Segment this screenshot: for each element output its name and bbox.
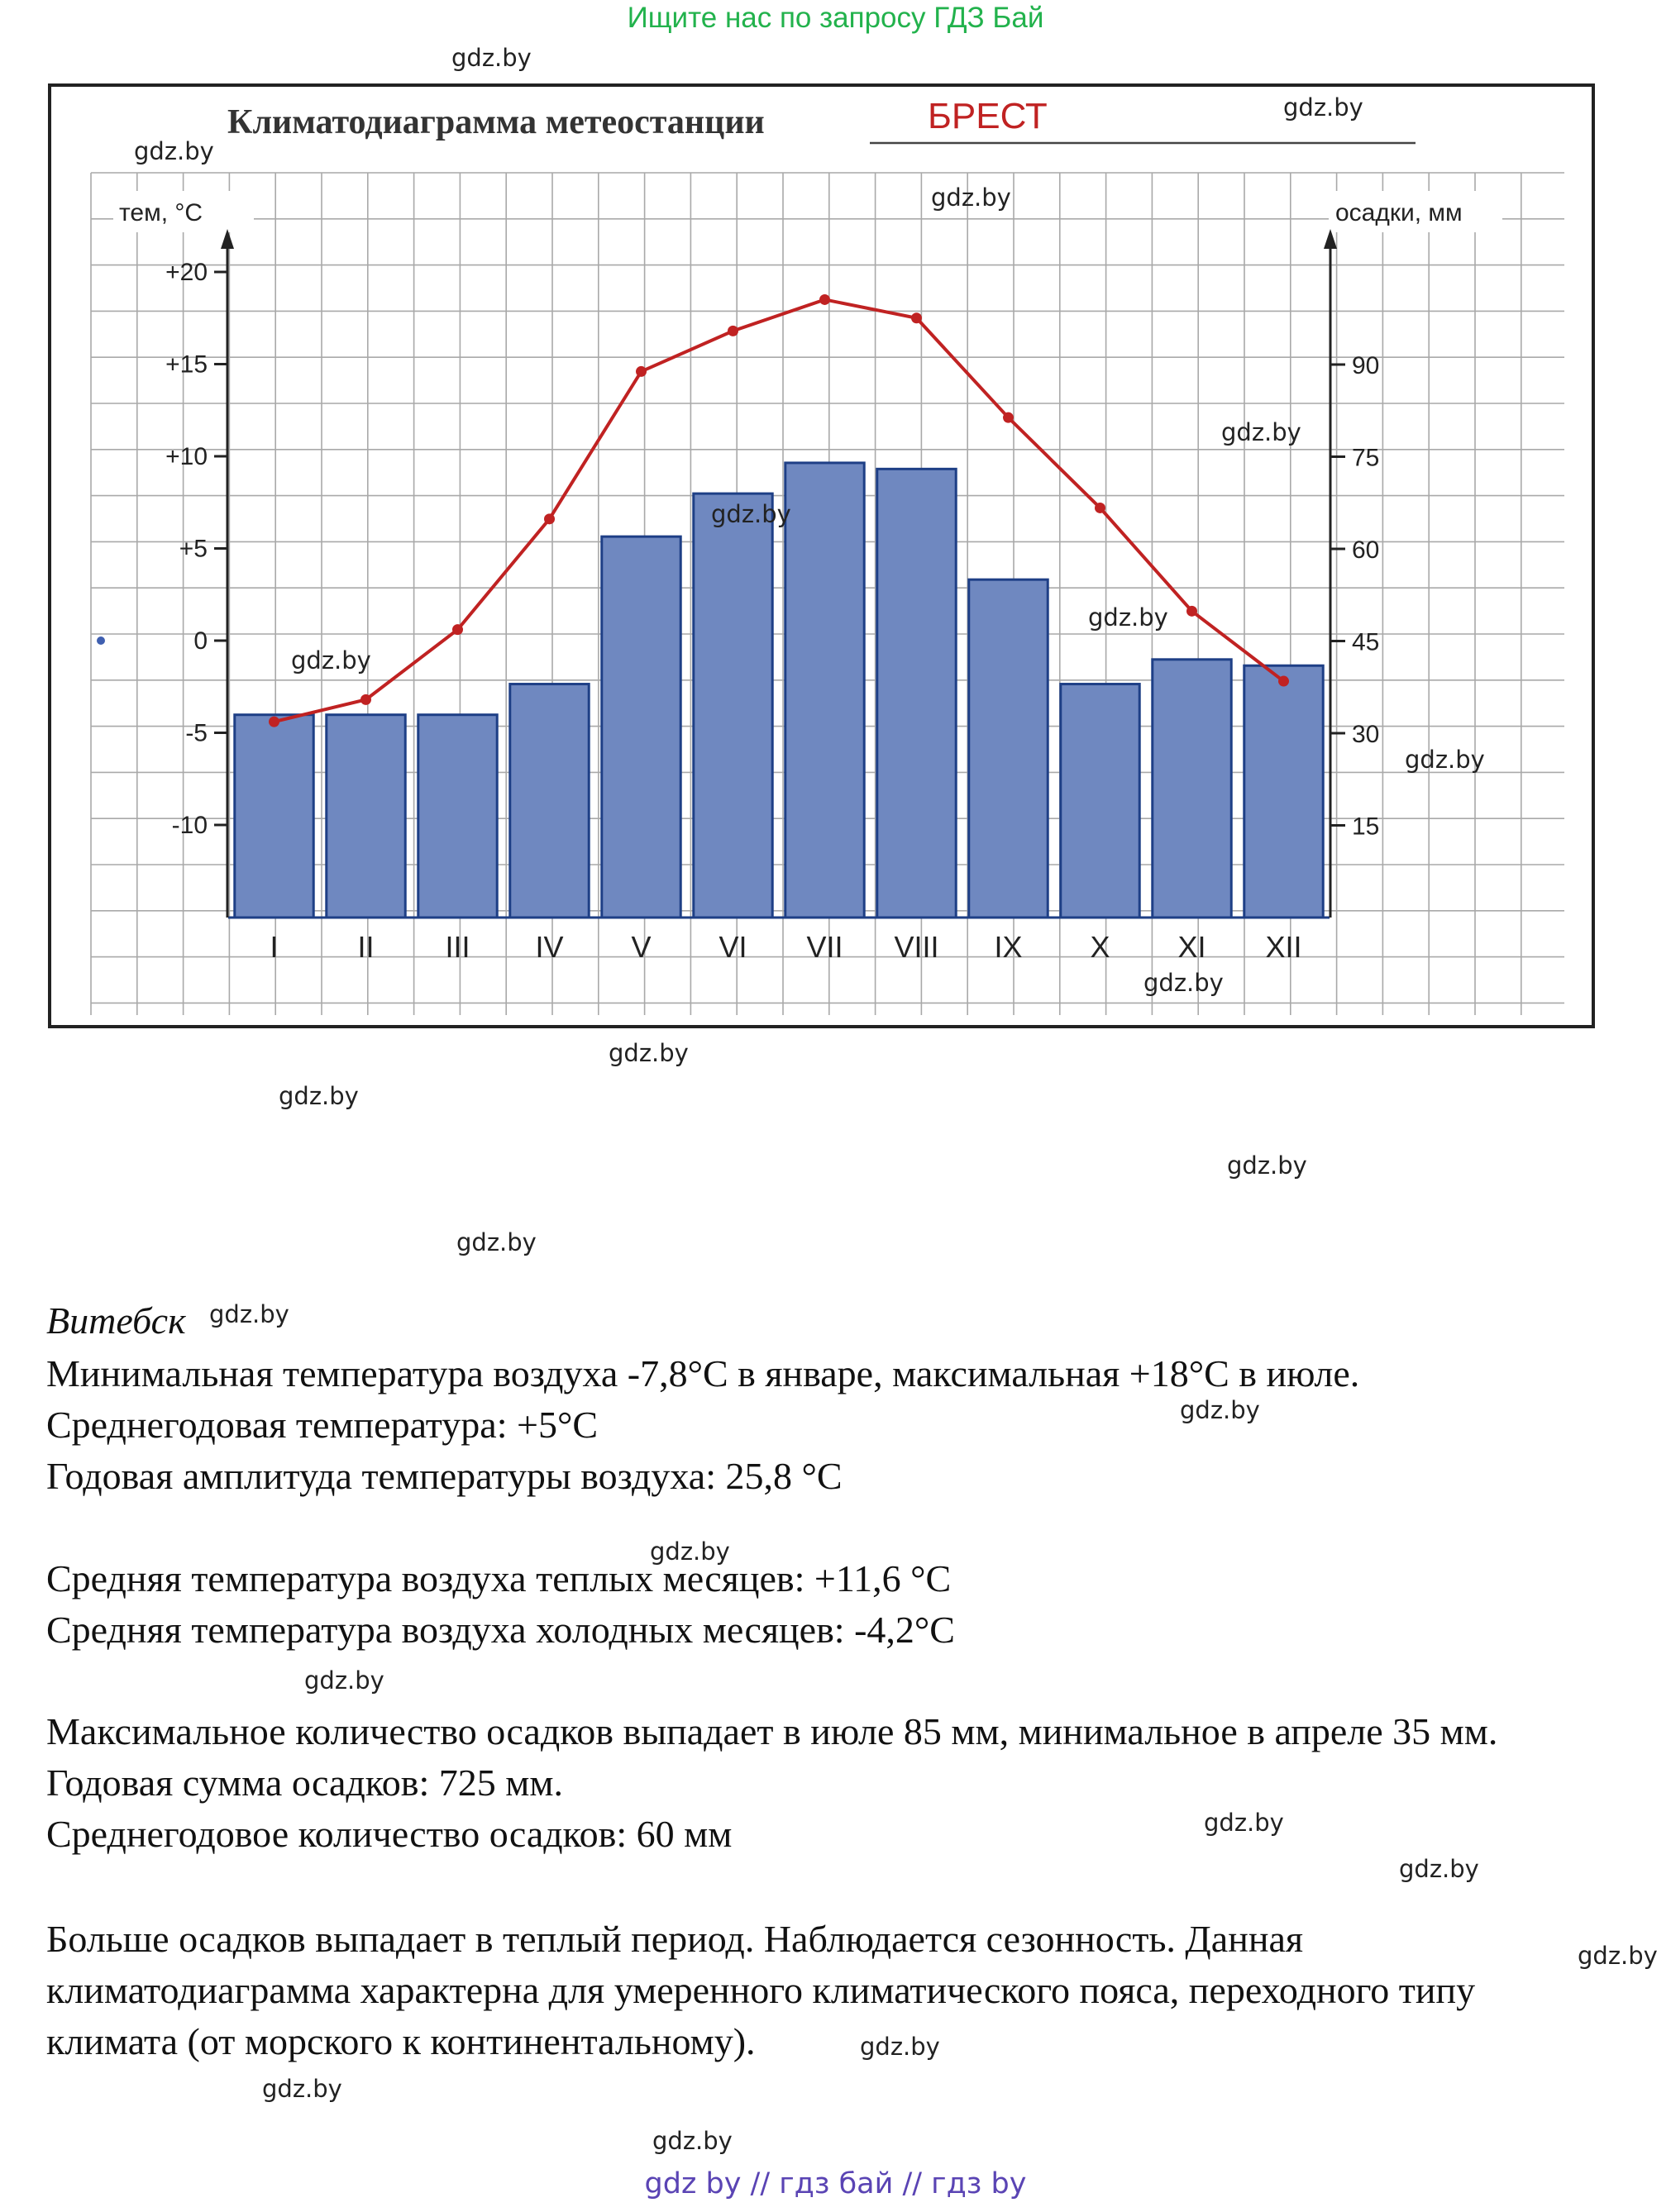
precipitation-bar xyxy=(785,463,864,918)
left-axis-tick-label: +20 xyxy=(165,259,208,286)
watermark: gdz.by xyxy=(1405,746,1485,774)
right-axis-tick-label: 45 xyxy=(1352,628,1380,656)
climate-chart-frame xyxy=(48,83,1595,1028)
month-label: X xyxy=(1090,930,1110,964)
temperature-point xyxy=(1186,606,1197,617)
temperature-point xyxy=(269,717,279,727)
watermark: gdz.by xyxy=(711,500,791,528)
temperature-point xyxy=(544,513,555,524)
answer-block-4 xyxy=(46,1914,1475,2067)
precipitation-bar xyxy=(418,715,497,918)
watermark: gdz.by xyxy=(860,2033,940,2061)
watermark: gdz.by xyxy=(451,44,532,72)
temperature-point xyxy=(452,624,463,635)
answer-line: климатодиаграмма характерна для умеренного климатического пояса, переходного типу xyxy=(46,1969,1476,2011)
month-label: XI xyxy=(1177,930,1206,964)
station-name: БРЕСТ xyxy=(928,96,1048,136)
watermark: gdz.by xyxy=(1088,603,1168,632)
watermark: gdz.by xyxy=(1399,1855,1479,1883)
left-axis-tick-label: 0 xyxy=(193,627,208,655)
right-axis-tick-label: 90 xyxy=(1352,352,1380,379)
precipitation-bar xyxy=(1244,665,1323,918)
precipitation-bar xyxy=(969,579,1048,918)
left-axis-tick-label: -10 xyxy=(171,812,208,839)
watermark: gdz.by xyxy=(456,1228,537,1256)
precipitation-bar xyxy=(510,684,589,918)
watermark: gdz.by xyxy=(262,2075,342,2103)
precipitation-bar xyxy=(602,536,680,918)
right-axis-label: осадки, мм xyxy=(1335,199,1463,226)
left-axis-tick-label: +15 xyxy=(165,350,208,379)
answer-line: Средняя температура воздуха холодных месяцев: -4,2°С xyxy=(46,1609,955,1651)
answer-line: Минимальная температура воздуха -7,8°С в январе, максимальная +18°С в июле. xyxy=(46,1352,1360,1394)
month-label: V xyxy=(631,930,652,964)
temperature-point xyxy=(819,294,830,305)
watermark: gdz.by xyxy=(609,1039,689,1067)
margin-dot xyxy=(97,636,105,645)
precipitation-bar xyxy=(694,493,772,918)
answer-line: Годовая сумма осадков: 725 мм. xyxy=(46,1761,564,1804)
temperature-point xyxy=(1278,676,1289,687)
temperature-point xyxy=(1095,503,1105,513)
answer-line: Годовая амплитуда температуры воздуха: 25,8 °С xyxy=(46,1455,843,1497)
month-label: IX xyxy=(994,930,1023,964)
right-axis-tick-label: 30 xyxy=(1352,721,1380,748)
month-label: IV xyxy=(535,930,564,964)
right-axis-tick-label: 75 xyxy=(1352,444,1380,472)
month-label: III xyxy=(445,930,470,964)
precipitation-bar xyxy=(1153,660,1231,918)
watermark: gdz.by xyxy=(134,137,214,165)
watermark: gdz.by xyxy=(1180,1396,1260,1424)
footer-links[interactable]: gdz by // гдз бай // гдз by xyxy=(644,2167,1027,2200)
answer-line: Средняя температура воздуха теплых месяцев: +11,6 °С xyxy=(46,1557,952,1599)
watermark: gdz.by xyxy=(279,1082,359,1110)
precipitation-bar xyxy=(877,469,956,918)
month-label: VII xyxy=(806,930,843,964)
watermark: gdz.by xyxy=(931,184,1011,212)
watermark: gdz.by xyxy=(1143,969,1224,997)
search-hint-link[interactable]: Ищите нас по запросу ГДЗ Бай xyxy=(627,2,1044,34)
left-axis-tick-label: +5 xyxy=(179,535,208,563)
answer-block-3 xyxy=(46,1706,1497,1860)
watermark: gdz.by xyxy=(652,2127,733,2155)
precipitation-bar xyxy=(235,715,313,918)
answer-line: Среднегодовая температура: +5°С xyxy=(46,1404,599,1446)
left-axis-label: тем, °С xyxy=(119,199,203,226)
left-axis-tick-label: -5 xyxy=(185,719,208,747)
watermark: gdz.by xyxy=(304,1666,384,1695)
answer-line: климата (от морского к континентальному). xyxy=(46,2020,756,2062)
precipitation-bar xyxy=(1061,684,1139,918)
answer-line: Среднегодовое количество осадков: 60 мм xyxy=(46,1813,733,1855)
watermark: gdz.by xyxy=(1227,1151,1307,1180)
month-label: II xyxy=(357,930,375,964)
city-name: Витебск xyxy=(46,1299,186,1342)
climate-chart xyxy=(51,87,1592,1025)
watermark: gdz.by xyxy=(1221,418,1301,446)
watermark: gdz.by xyxy=(291,646,371,675)
chart-title: Климатодиаграмма метеостанции xyxy=(227,103,765,141)
watermark: gdz.by xyxy=(1283,93,1363,122)
answer-line: Больше осадков выпадает в теплый период. Наблюдается сезонность. Данная xyxy=(46,1918,1304,1960)
answer-block-1 xyxy=(46,1348,1359,1502)
right-axis-tick-label: 60 xyxy=(1352,536,1380,564)
temperature-point xyxy=(636,366,647,377)
watermark: gdz.by xyxy=(209,1300,289,1328)
right-axis-tick-label: 15 xyxy=(1352,813,1380,841)
watermark: gdz.by xyxy=(1204,1809,1284,1837)
temperature-point xyxy=(728,326,738,336)
left-axis-tick-label: +10 xyxy=(165,443,208,470)
temperature-point xyxy=(911,312,922,323)
month-label: VIII xyxy=(894,930,939,964)
watermark: gdz.by xyxy=(1578,1942,1658,1970)
watermark: gdz.by xyxy=(650,1537,730,1566)
month-label: VI xyxy=(719,930,747,964)
month-label: I xyxy=(270,930,279,964)
answer-block-2 xyxy=(46,1553,955,1656)
precipitation-bar xyxy=(327,715,405,918)
temperature-point xyxy=(360,694,371,705)
temperature-point xyxy=(1003,412,1014,423)
answer-line: Максимальное количество осадков выпадает в июле 85 мм, минимальное в апреле 35 мм. xyxy=(46,1710,1498,1752)
month-label: XII xyxy=(1265,930,1302,964)
